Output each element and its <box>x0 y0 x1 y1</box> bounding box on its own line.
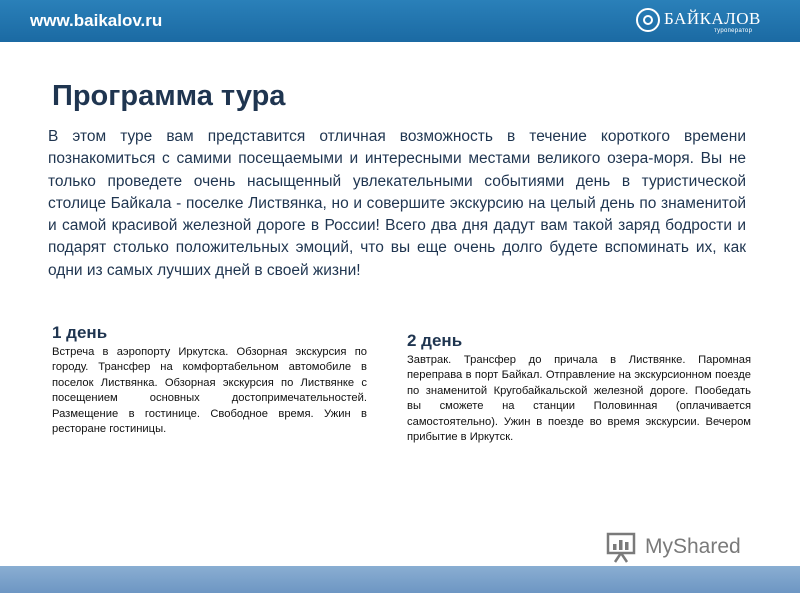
day-2-section <box>407 331 751 445</box>
header-bar <box>0 0 800 42</box>
footer-bar <box>0 566 800 593</box>
myshared-watermark <box>606 531 776 563</box>
day-1-description: Встреча в аэропорту Иркутска. Обзорная экскурсия по городу. Трансфер на комфортабельном автомобиле в поселок Листвянка. Обзорная экскурсия по Листвянке с посещением основных достопримечательностей. Размещение в гостинице. Свободное время. Ужин в ресторане гостиницы. <box>52 346 367 436</box>
day-1-section <box>52 323 367 437</box>
logo-icon <box>636 8 660 32</box>
intro-paragraph: В этом туре вам представится отличная возможность в течение короткого времени познакомиться с самими посещаемыми и интересными местами великого озера-моря. Вы не только проведете очень насыщенный увлекательными событиями день в туристической столице Байкала - поселке Листвянка, но и совершите экскурсию на целый день по знаменитой и самой красивой железной дороге в России! Всего два дня дадут вам такой заряд бодрости и подарят столько положительных эмоций, что вы еще очень долго будете вспоминать их, как одни из самых лучших дней в своей жизни! <box>48 128 746 279</box>
page-title: Программа тура <box>52 80 286 112</box>
presentation-board-icon <box>606 531 636 563</box>
site-url-link[interactable]: www.baikalov.ru <box>30 11 163 30</box>
day-2-title: 2 день <box>407 331 463 350</box>
day-1-title: 1 день <box>52 323 108 342</box>
day-2-description: Завтрак. Трансфер до причала в Листвянке. Паромная переправа в порт Байкал. Отправление на экскурсионном поезде по знаменитой Кругобайкальской железной дороге. Пообедать вы сможете на станции Половинная (оплачивается самостоятельно). Ужин в поезде во время экскурсии. Вечером прибытие в Иркутск. <box>407 354 751 444</box>
company-logo[interactable] <box>636 7 776 37</box>
logo-name: БАЙКАЛОВ <box>664 9 761 28</box>
logo-subtitle: туроператор <box>714 28 753 34</box>
watermark-text: MyShared <box>645 535 741 558</box>
